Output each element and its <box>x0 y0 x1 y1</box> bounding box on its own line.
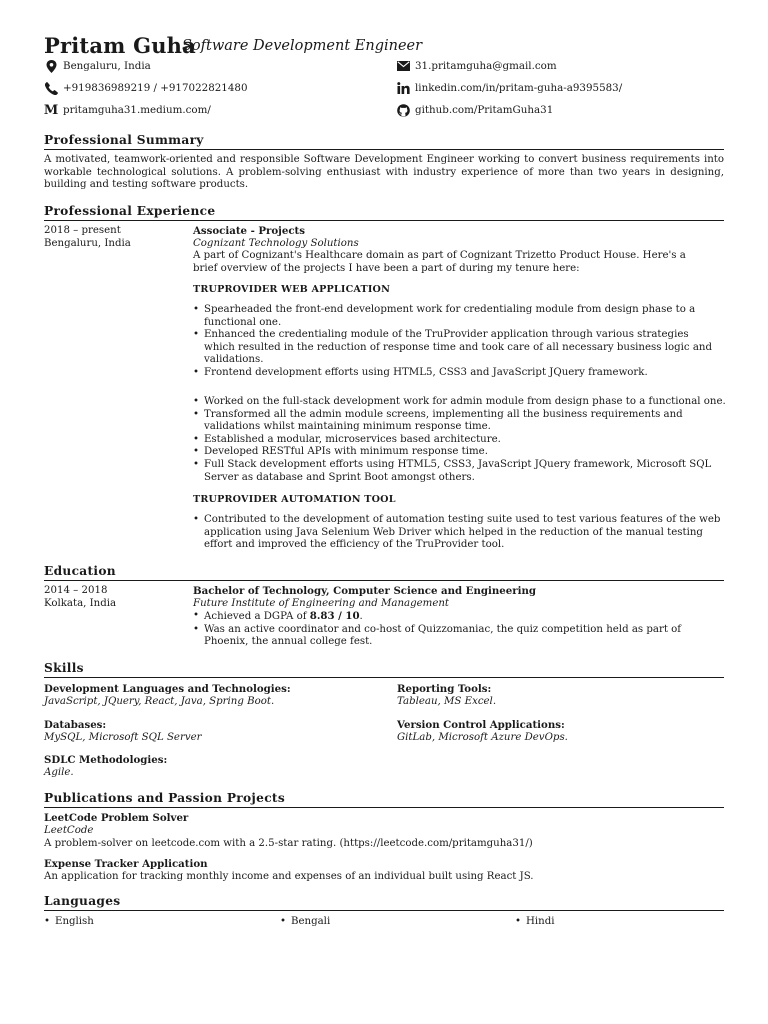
skill-value-dev: JavaScript, JQuery, React, Java, Spring Boot. <box>44 696 275 707</box>
section-divider <box>44 149 724 150</box>
list-item: • Full Stack development efforts using HTML5, CSS3, JavaScript JQuery framework, Microsoft SQL Server as database and Sprint Boot amongst others. <box>193 459 733 484</box>
github-link[interactable]: github.com/PritamGuha31 <box>415 104 554 116</box>
experience-place: Bengaluru, India <box>44 238 131 249</box>
education-place: Kolkata, India <box>44 598 117 609</box>
list-item: • Frontend development efforts using HTML5, CSS3 and JavaScript JQuery framework. <box>193 367 721 380</box>
publication-title: LeetCode Problem Solver <box>44 812 189 824</box>
publication-description: An application for tracking monthly income and expenses of an individual built using React JS. <box>44 871 534 882</box>
section-title-languages: Languages <box>44 894 121 908</box>
project1-group1-list <box>193 304 721 380</box>
project-title-automation: TRUPROVIDER AUTOMATION TOOL <box>193 494 396 505</box>
skill-label-db: Databases: <box>44 719 107 731</box>
language-item: • Hindi <box>515 916 555 929</box>
publication-title: Expense Tracker Application <box>44 858 208 870</box>
skill-value-sdlc: Agile. <box>44 767 74 778</box>
skill-label-vcs: Version Control Applications: <box>397 719 565 731</box>
skill-label-dev: Development Languages and Technologies: <box>44 683 291 695</box>
contact-location <box>44 59 151 73</box>
dgpa-suffix: . <box>359 611 363 623</box>
institute-name: Future Institute of Engineering and Management <box>193 597 450 609</box>
education-date: 2014 – 2018 <box>44 585 108 596</box>
publication-description: A problem-solver on leetcode.com with a 2.5-star rating. (https://leetcode.com/pritamguha31/) <box>44 838 533 849</box>
section-title-publications: Publications and Passion Projects <box>44 791 286 805</box>
skill-label-sdlc: SDLC Methodologies: <box>44 754 168 766</box>
education-list <box>193 610 698 649</box>
language-item: • Bengali <box>280 916 330 929</box>
skill-value-db: MySQL, Microsoft SQL Server <box>44 732 202 743</box>
section-title-experience: Professional Experience <box>44 204 216 218</box>
project2-list <box>193 514 721 552</box>
dgpa-prefix: Achieved a DGPA of <box>204 611 310 623</box>
list-item: • Spearheaded the front-end development work for credentialing module from design phase to a functional one. <box>193 304 721 329</box>
envelope-icon <box>396 59 410 73</box>
section-title-education: Education <box>44 564 116 578</box>
contact-email[interactable] <box>396 59 557 73</box>
skill-label-reporting: Reporting Tools: <box>397 683 492 695</box>
list-item: • Developed RESTful APIs with minimum response time. <box>193 446 733 459</box>
project-title-web-app: TRUPROVIDER WEB APPLICATION <box>193 284 391 295</box>
list-item <box>193 610 698 624</box>
list-item: • Established a modular, microservices based architecture. <box>193 434 733 447</box>
linkedin-icon <box>396 81 410 95</box>
publication-source: LeetCode <box>44 825 94 836</box>
phone-icon <box>44 81 58 95</box>
section-divider <box>44 220 724 221</box>
experience-entry <box>193 225 724 275</box>
section-title-summary: Professional Summary <box>44 133 204 147</box>
experience-date: 2018 – present <box>44 225 121 236</box>
list-item: • Enhanced the credentialing module of the TruProvider application through various strategies which resulted in the reduction of response time and took care of all necessary business logic and validations. <box>193 329 721 367</box>
medium-icon: M <box>43 102 59 118</box>
section-divider <box>44 677 724 678</box>
language-item: • English <box>44 916 94 929</box>
github-icon <box>396 103 410 117</box>
list-item: • Was an active coordinator and co-host of Quizzomaniac, the quiz competition held as part of Phoenix, the annual college fest. <box>193 624 698 649</box>
section-divider <box>44 910 724 911</box>
candidate-role: Software Development Engineer <box>182 38 423 54</box>
section-divider <box>44 580 724 581</box>
contact-medium[interactable] <box>44 103 211 117</box>
list-item: • Worked on the full-stack development work for admin module from design phase to a functional one. <box>193 396 733 409</box>
linkedin-link[interactable]: linkedin.com/in/pritam-guha-a9395583/ <box>415 82 623 94</box>
skill-value-vcs: GitLab, Microsoft Azure DevOps. <box>397 732 568 743</box>
experience-intro: A part of Cognizant's Healthcare domain as part of Cognizant Trizetto Product House. Here's a brief overview of the projects I have been a part of during my tenure here: <box>193 250 686 274</box>
location-pin-icon <box>44 59 58 73</box>
contact-phone <box>44 81 248 95</box>
list-item: • Transformed all the admin module screens, implementing all the business requirements and validations whilst maintaining minimum response time. <box>193 409 733 434</box>
candidate-name: Pritam Guha <box>44 33 196 58</box>
contact-linkedin[interactable] <box>396 81 622 95</box>
section-title-skills: Skills <box>44 661 84 675</box>
education-entry <box>193 585 724 649</box>
section-divider <box>44 807 724 808</box>
degree-title: Bachelor of Technology, Computer Science and Engineering <box>193 585 536 597</box>
location-text: Bengaluru, India <box>63 60 151 72</box>
company-name: Cognizant Technology Solutions <box>193 237 359 249</box>
list-item: • Contributed to the development of automation testing suite used to test various features of the web application using Java Selenium Web Driver which helped in the reduction of the manual testing effort and improved the efficiency of the TruProvider tool. <box>193 514 721 552</box>
medium-link[interactable]: pritamguha31.medium.com/ <box>63 104 211 116</box>
project1-group2-list <box>193 396 733 484</box>
skill-value-reporting: Tableau, MS Excel. <box>397 696 497 707</box>
contact-github[interactable] <box>396 103 553 117</box>
email-link[interactable]: 31.pritamguha@gmail.com <box>415 60 557 72</box>
job-title: Associate - Projects <box>193 225 305 237</box>
summary-text: A motivated, teamwork-oriented and responsible Software Development Engineer working to convert business requirements into workable technological solutions. A problem-solving enthusiast with industry experience of more than two years in designing, building and testing software products. <box>44 154 724 191</box>
dgpa-value: 8.83 / 10 <box>309 610 360 623</box>
phone-text: +919836989219 / +917022821480 <box>63 82 248 94</box>
